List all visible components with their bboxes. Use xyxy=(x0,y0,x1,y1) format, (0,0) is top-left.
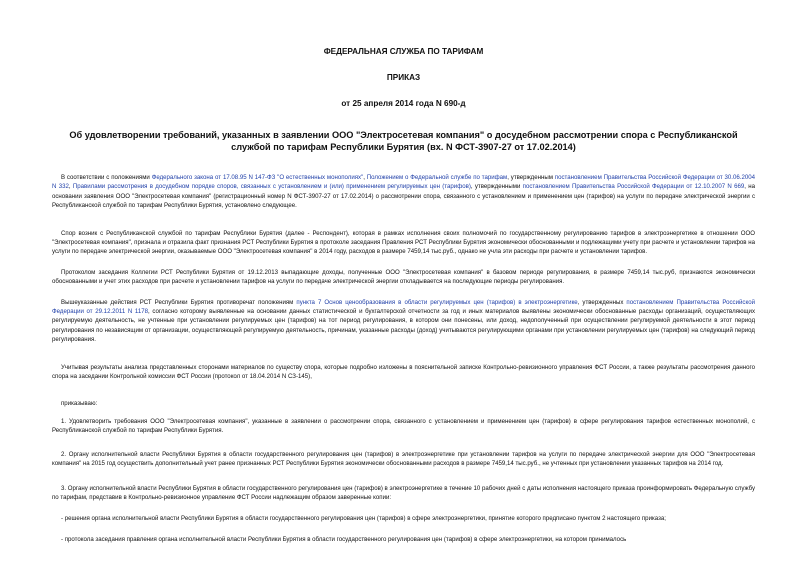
paragraph-legal-basis xyxy=(52,173,755,211)
text-segment: , xyxy=(68,183,73,191)
link-fst-regulation[interactable]: Положением о Федеральной службе по тарифам xyxy=(366,174,508,181)
link-federal-law-147[interactable]: Федерального закона от 17.08.95 N 147-ФЗ "О естественных монополиях" xyxy=(151,174,364,181)
agency-name: ФЕДЕРАЛЬНАЯ СЛУЖБА ПО ТАРИФАМ xyxy=(323,47,484,56)
text-segment: В соответствии с положениями xyxy=(61,174,152,181)
paragraph-dispute-origin: Спор возник с Республиканской службой по тарифам Республики Бурятия (далее - Респондент), которая в рамках исполнения своих полномочий по государственному регулированию тарифов в электроэнергетике в отношении ООО "Электросетевая компания", признала и отразила факт признания РСТ Республики Бурятия в протоколе заседания Правления РСТ Республики Бурятия экономически обоснованными и подлежащими учету при расчете и установлении тарифов на услуги по передаче электрической энергии, оказываемые ООО "Электросетевая компания" в 2014 году, расходов в размере 7459,14 тыс.руб., однако не учла эти расходы при расчете и установлении тарифов. xyxy=(52,229,755,256)
link-resolution-1178[interactable]: постановлением Правительства Российской Федерации от 29.12.2011 N 1178 xyxy=(52,298,755,316)
document-type: ПРИКАЗ xyxy=(386,73,421,82)
text-segment: , согласно которому выявленные на основании данных статистической и бухгалтерской отчетности за год и иных материалов выявлены экономически обоснованные расходы организаций, осуществляющих регулируемую деятельность, не учтенные при установлении регулируемых цен (тарифов) на тот период регулирования, в котором они понесены, или доход, недополученный при осуществлении регулируемой деятельности в этот период регулирования по независящим от организации, осуществляющей регулируемую деятельность, причинам, указанные расходы (доход) учитываются регулирующими органами при установлении регулируемых цен (тарифов) на следующий период регулирования. xyxy=(52,308,755,344)
order-item-3-sub-decision: - решения органа исполнительной власти Республики Бурятия в области государственного регулирования цен (тарифов) в сфере электроэнергетики, принятие которого предписано пунктом 2 настоящего приказа; xyxy=(61,515,666,523)
text-segment: , утвержденными xyxy=(470,183,523,191)
text-segment: , на основании заявления ООО "Электросетевая компания" (регистрационный номер N ФСТ-3907-27 от 17.02.2014) о рассмотрении спора, связанного с установлением и применением цен (тарифов) на услуги по передаче электрической энергии с Республиканской службой по тарифам Республики Бурятия, установлено следующее. xyxy=(52,183,756,210)
link-resolution-669[interactable]: постановлением Правительства Российской Федерации от 12.10.2007 N 669 xyxy=(522,183,745,191)
order-item-3-sub-protocol: - протокола заседания правления органа исполнительной власти Республики Бурятия в области государственного регулирования цен (тарифов) в сфере электроэнергетики, на котором принималось xyxy=(61,535,627,543)
paragraph-protocol: Протоколом заседания Коллегии РСТ Республики Бурятия от 19.12.2013 выпадающие доходы, полученные ООО "Электросетевая компания" в базовом периоде регулирования, в размере 7459,14 тыс.руб, признаются экономически обоснованными и учет этих расходов при расчете и установлении тарифов на услуги по передаче электрической энергии откладывается на последующие периоды регулирования. xyxy=(52,268,755,286)
text-segment: Вышеуказанные действия РСТ Республики Бурятия противоречат положениям xyxy=(61,298,297,306)
paragraph-contradiction xyxy=(52,298,755,345)
document-date-number: от 25 апреля 2014 года N 690-д xyxy=(341,99,466,108)
link-resolution-332[interactable]: постановлением Правительства Российской Федерации от 30.06.2004 N 332 xyxy=(52,174,756,191)
text-segment: , утвержденным xyxy=(507,174,555,181)
order-item-3: 3. Органу исполнительной власти Республики Бурятия в области государственного регулирования цен (тарифов) в электроэнергетике в течение 10 рабочих дней с даты исполнения настоящего приказа проинформировать Федеральную службу по тарифам, представив в Контрольно-ревизионное управление ФСТ России надлежащим образом заверенные копии: xyxy=(52,484,755,501)
text-segment: , xyxy=(363,174,367,181)
text-segment: , утвержденных xyxy=(577,298,627,306)
paragraph-order-word: приказываю: xyxy=(61,399,98,407)
paragraph-analysis: Учитывая результаты анализа представленных сторонами материалов по существу спора, которые подробно изложены в пояснительной записке Контрольно-ревизионного управления ФСТ России, а также результаты рассмотрения данного спора на заседании Контрольной комиссии ФСТ России (протокол от 18.04.2014 N СЗ-145), xyxy=(52,363,755,381)
document-title: Об удовлетворении требований, указанных в заявлении ООО "Электросетевая компания" о досудебном рассмотрении спора с Республиканской службой по тарифам Республики Бурятия (вх. N ФСТ-3907-27 от 17.02.2014) xyxy=(69,130,738,152)
order-item-1: 1. Удовлетворить требования ООО "Электросетевая компания", указанные в заявлении о рассмотрении спора, связанного с установлением и применением цен (тарифов) в сфере регулирования тарифов естественных монополий, с Республиканской службой по тарифам Республики Бурятия. xyxy=(52,417,755,435)
link-pricing-basics-item-7[interactable]: пункта 7 Основ ценообразования в области регулируемых цен (тарифов) в электроэнергетике xyxy=(296,298,578,306)
link-dispute-rules[interactable]: Правилами рассмотрения в досудебном порядке споров, связанных с установлением и (или) применением регулируемых цен (тарифов) xyxy=(72,183,471,191)
order-item-2: 2. Органу исполнительной власти Республики Бурятия в области государственного регулирования цен (тарифов) в электроэнергетике при установлении тарифов на услуги по передаче электрической энергии для ООО "Электросетевая компания" на 2015 год осуществить дополнительный учет ранее признанных РСТ Республики Бурятия экономически обоснованными расходов в размере 7459,14 тыс.руб., не учтенных при установлении указанных тарифов на 2014 год. xyxy=(52,450,755,468)
